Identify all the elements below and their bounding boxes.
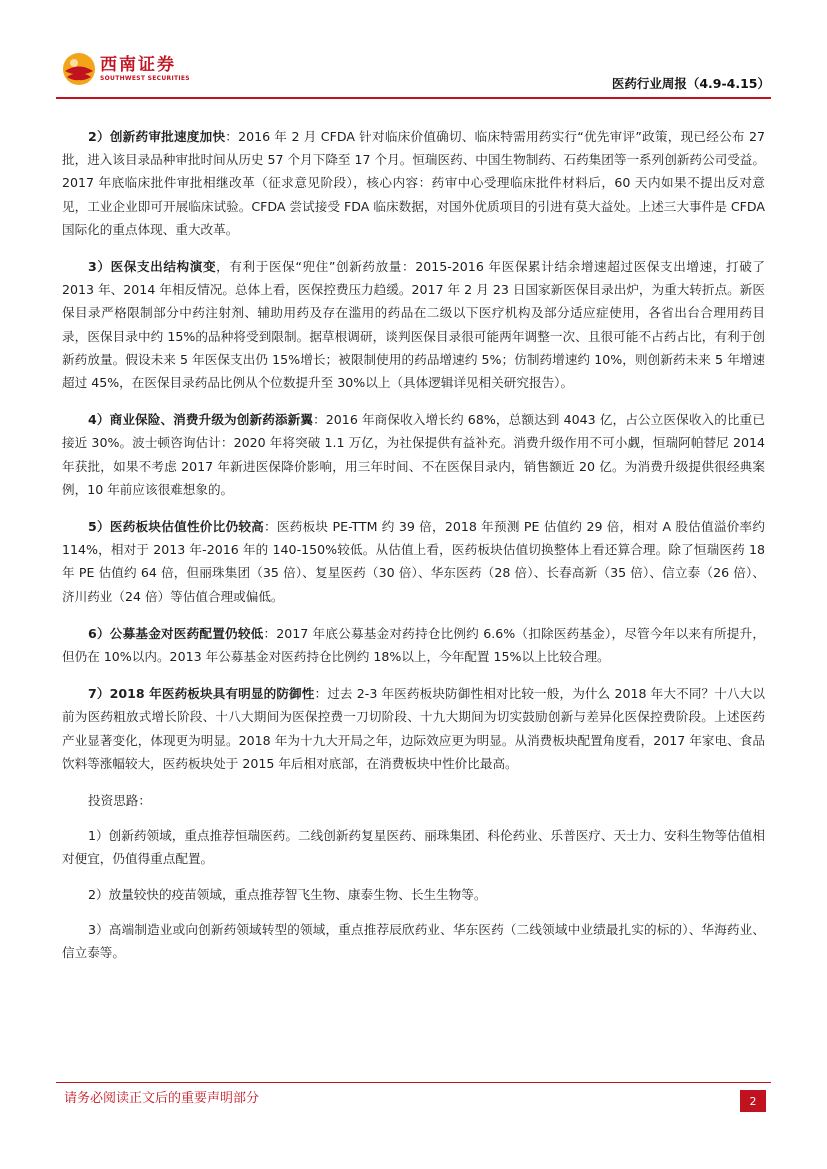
paragraph-heading: 6）公募基金对医药配置仍较低 — [88, 625, 264, 641]
paragraph-heading: 2）创新药审批速度加快 — [88, 129, 226, 144]
strategy-item: 3）高端制造业或向创新药领域转型的领域，重点推荐辰欣药业、华东医药（二线领域中业绩最扎实的标的）、华海药业、信立泰等。 — [62, 921, 765, 961]
footer-divider — [56, 1082, 771, 1083]
paragraph-heading: 3）医保支出结构演变 — [88, 259, 217, 275]
brand-logo — [62, 52, 190, 86]
paragraph-text: ：2016 年商保收入增长约 68%，总额达到 4043 亿，占公立医保收入的比重已接近 30%。波士顿咨询估计：2020 年将突破 1.1 万亿，为社保提供有益补充。消费升级作用不可小觑，恒瑞阿帕替尼 2014 年获批，如果不考虑 2017 年新进医保降价影响，用三年时间、不在医保目录内，销售额近 20 亿。为消费升级提供很经典案例，10 年前应该很难想象的。 — [62, 412, 765, 497]
paragraph-valuation — [62, 515, 765, 608]
paragraph-commercial-insurance — [62, 408, 765, 501]
report-title: 医药行业周报（4.9-4.15） — [611, 76, 770, 91]
page-number: 2 — [740, 1090, 766, 1112]
paragraph-text: ，有利于医保“兜住”创新药放量：2015-2016 年医保累计结余增速超过医保支出增速，打破了 2013 年、2014 年相反情况。总体上看，医保控费压力趋缓。2017 年 2 月 23 日国家新医保目录出炉，为重大转折点。新医保目录严格限制部分中药注射剂、辅助用药及存在滥用的药品在二级以下医疗机构及部分适应症使用，各省出台合理用药目录，医保目录中约 15%的品种将受到限制。据草根调研，谈判医保目录很可能两年调整一次、且很可能不占药占比，有利于创新药放量。假设未来 5 年医保支出仍 15%增长；被限制使用的药品增速约 5%；仿制药增速约 10%，则创新药未来 5 年增速超过 45%，在医保目录药品比例从个位数提升至 30%以上（具体逻辑详见相关研究报告）。 — [62, 259, 765, 391]
strategy-item: 1）创新药领域，重点推荐恒瑞医药。二线创新药复星医药、丽珠集团、科伦药业、乐普医疗、天士力、安科生物等估值相对便宜，仍值得重点配置。 — [62, 828, 765, 867]
paragraph-text: ：医药板块 PE-TTM 约 39 倍，2018 年预测 PE 估值约 29 倍，相对 A 股估值溢价率约 114%，相对于 2013 年-2016 年的 140-150%较低。从估值上看，医药板块估值切换整体上看还算合理。除了恒瑞医药 18 年 PE 估值约 64 倍，但丽珠集团（35 倍）、复星医药（30 倍）、华东医药（28 倍）、长春高新（35 倍）、信立泰（26 倍）、济川药业（24 倍）等估值合理或偏低。 — [62, 519, 765, 604]
report-body — [62, 125, 765, 976]
paragraph-innovative-drug-approval — [62, 125, 765, 241]
footer-disclaimer: 请务必阅读正文后的重要声明部分 — [64, 1091, 260, 1106]
paragraph-text: ：2016 年 2 月 CFDA 针对临床价值确切、临床特需用药实行“优先审评”政策，现已经公布 27 批，进入该目录品种审批时间从历史 57 个月下降至 17 个月。恒瑞医药、中国生物制药、石药集团等一系列创新药公司受益。2017 年底临床批件审批相继改革（征求意见阶段），核心内容：药审中心受理临床批件材料后，60 天内如果不提出反对意见，工业企业即可开展临床试验。CFDA 尝试接受 FDA 临床数据，对国外优质项目的引进有莫大益处。上述三大事件是 CFDA 国际化的重点体现、重大改革。 — [62, 129, 765, 237]
logo-chinese-name: 西南证券 — [100, 54, 176, 75]
paragraph-heading: 5）医药板块估值性价比仍较高 — [88, 519, 265, 535]
strategy-item: 2）放量较快的疫苗领域，重点推荐智飞生物、康泰生物、长生生物等。 — [88, 886, 487, 902]
paragraph-text: ：过去 2-3 年医药板块防御性相对比较一般，为什么 2018 年大不同？十八大以前为医药粗放式增长阶段、十八大期间为医保控费一刀切阶段、十九大期间为切实鼓励创新与差异化医保控费阶段。上述医药产业显著变化，体现更为明显。2018 年为十九大开局之年，边际效应更为明显。从消费板块配置角度看，2017 年家电、食品饮料等涨幅较大，医药板块处于 2015 年后相对底部，在消费板块中性价比最高。 — [62, 686, 765, 771]
header-divider — [56, 97, 771, 99]
paragraph-heading: 4）商业保险、消费升级为创新药添新翼 — [88, 412, 314, 428]
sun-logo-icon — [62, 52, 96, 86]
logo-english-name: SOUTHWEST SECURITIES — [100, 74, 190, 82]
paragraph-fund-allocation — [62, 622, 765, 668]
paragraph-text: ：2017 年底公募基金对药持仓比例约 6.6%（扣除医药基金），尽管今年以来有所提升，但仍在 10%以内。2013 年公募基金对医药持仓比例约 18%以上，今年配置 15%以上比较合理。 — [62, 625, 765, 665]
paragraph-defensive-sector — [62, 682, 765, 775]
paragraph-heading: 7）2018 年医药板块具有明显的防御性 — [88, 686, 315, 702]
investment-strategy-heading: 投资思路： — [88, 793, 151, 809]
paragraph-medical-insurance — [62, 255, 765, 394]
